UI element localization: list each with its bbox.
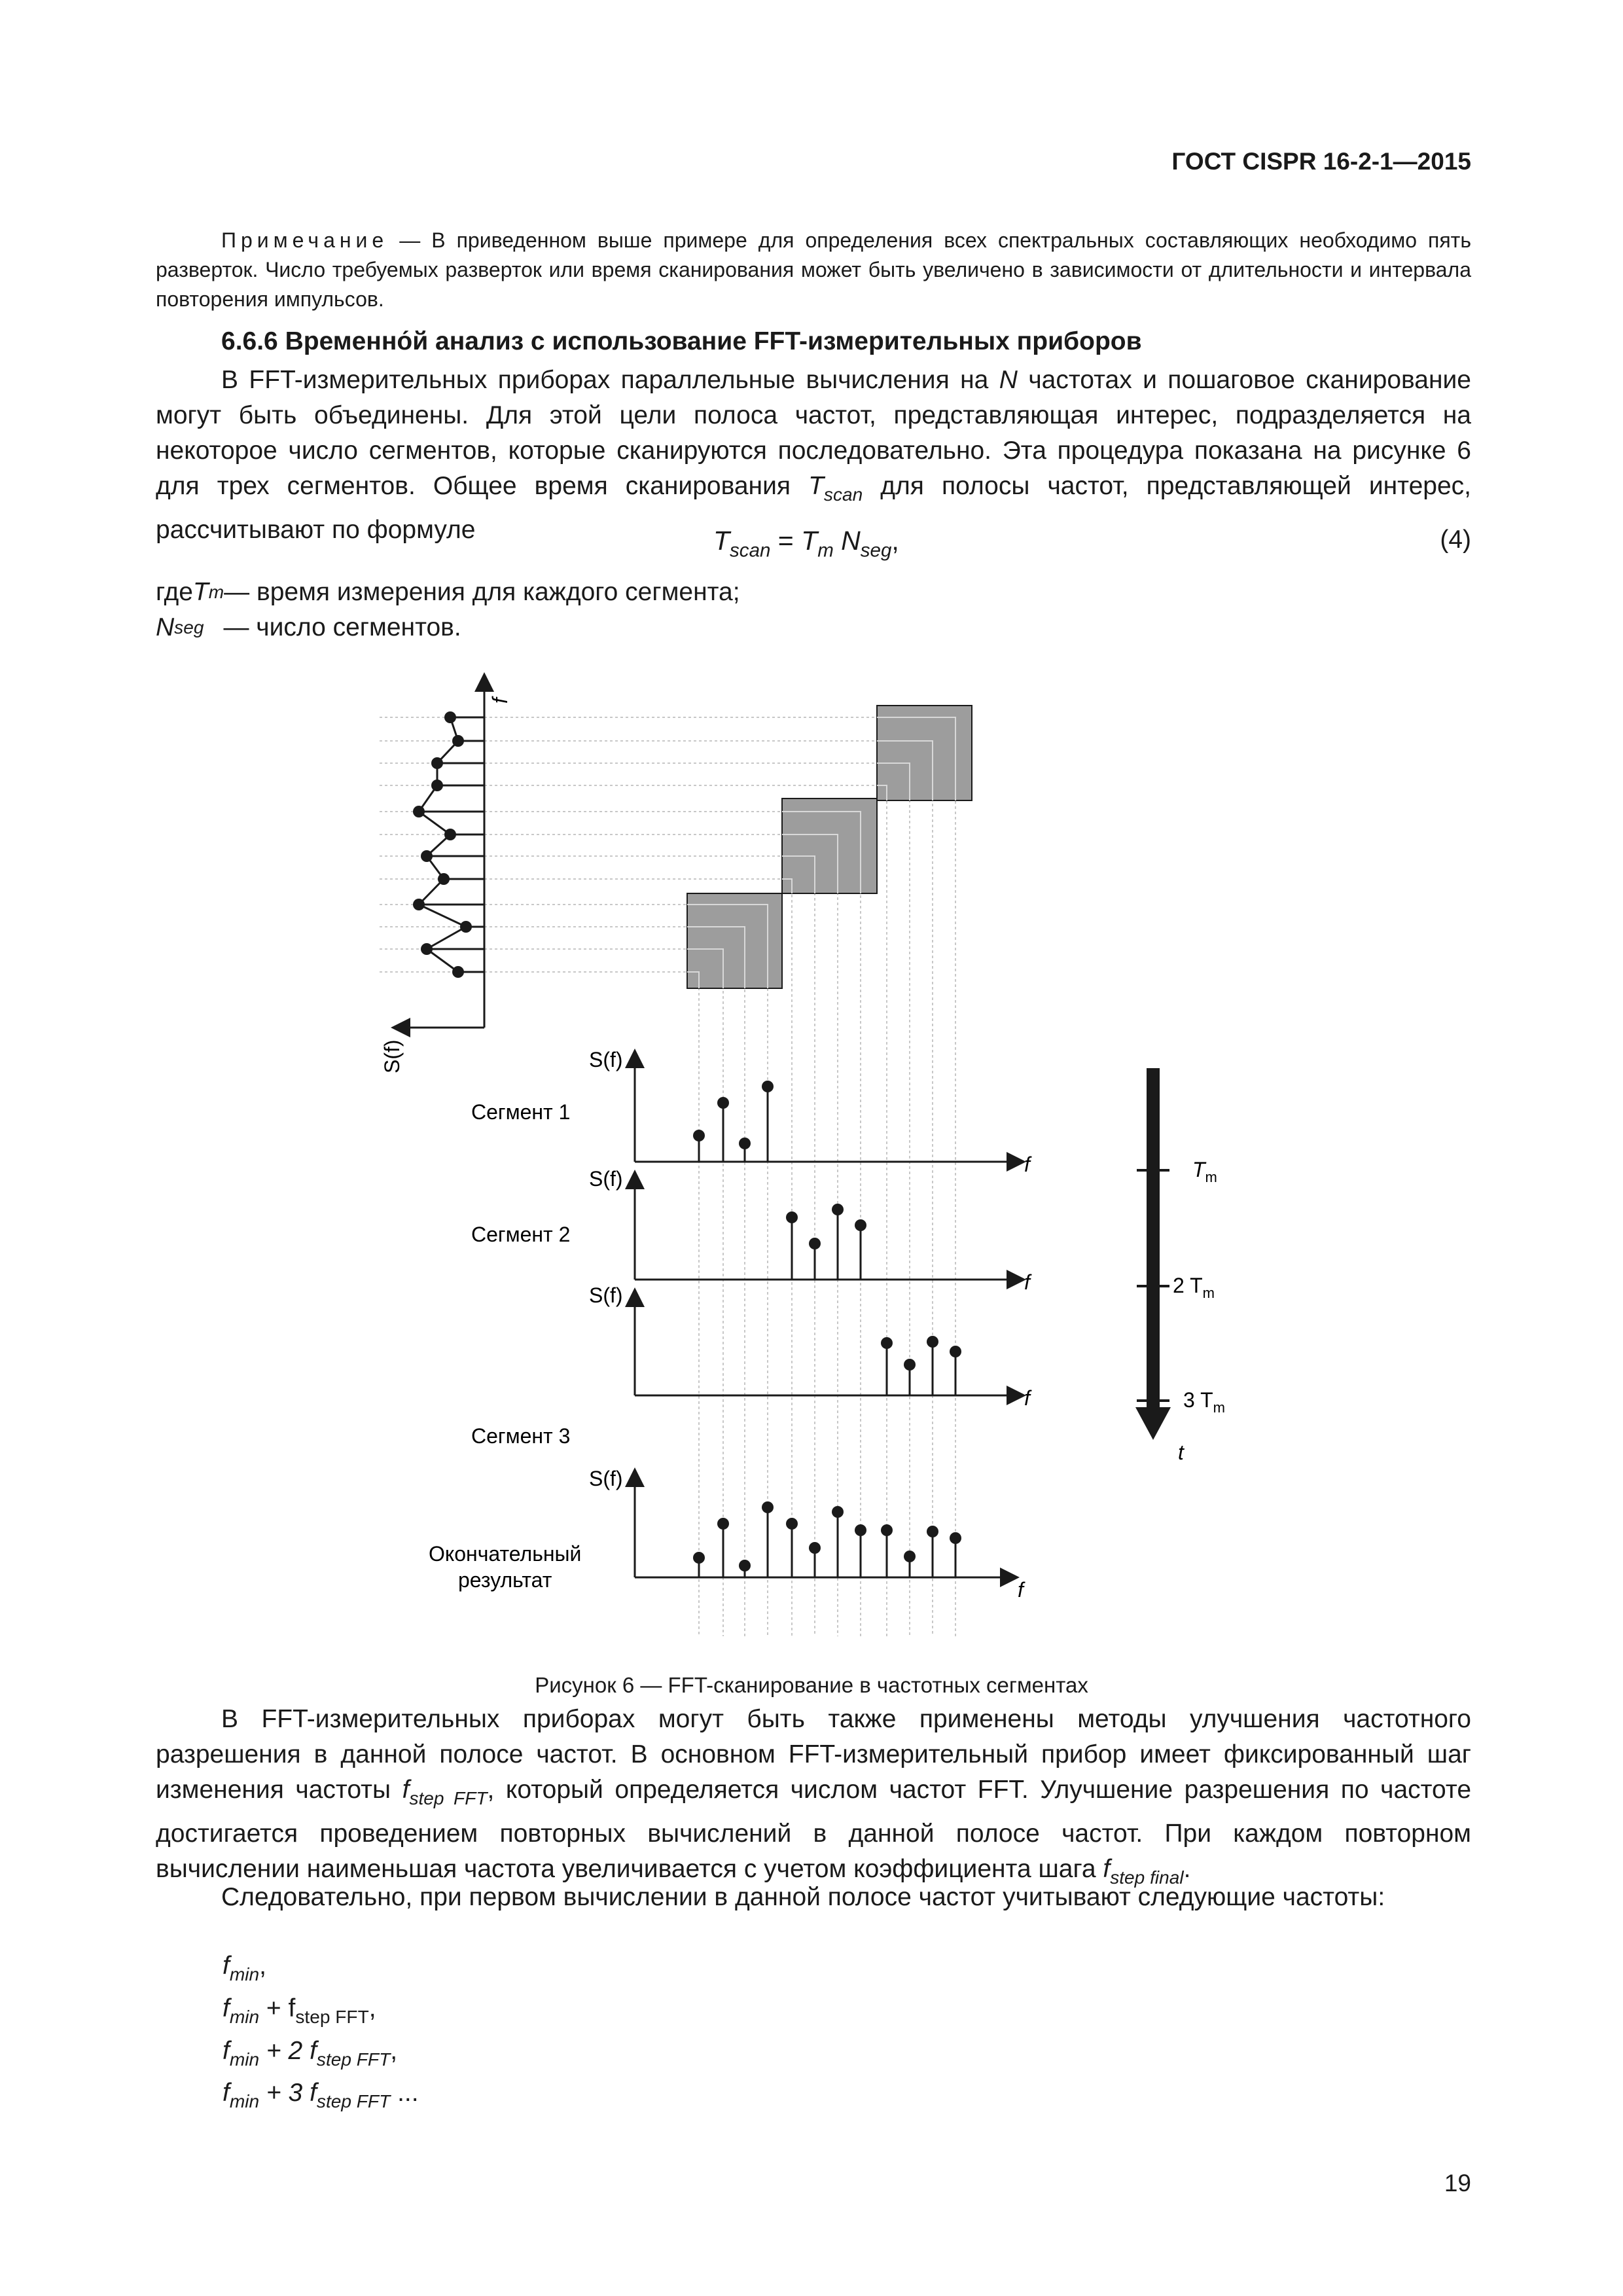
where-row-1	[156, 575, 740, 610]
segment-2-s-label: S(f)	[589, 1167, 623, 1191]
tick-2-label: 2 $T_m$	[1173, 1274, 1215, 1301]
segment-1-spectrum	[471, 1048, 1032, 1176]
where-tm-sub: m	[208, 582, 224, 602]
segment-1-f-label: f	[1024, 1153, 1030, 1176]
segment-box-3	[877, 706, 972, 800]
p1-text-b: частотах и пошаговое сканирование могут быть объединены. Для этой цели полоса частот, представляющая интерес, подразделяется на некоторое число сегментов, которые сканируются последовательно. Эта процедура показана на рисунке 6 для трех сегментов. Общее время сканирования	[156, 366, 1471, 500]
p2-f1: f	[402, 1776, 410, 1804]
input-spectrum	[380, 674, 512, 1073]
segment-2-spectrum	[471, 1167, 1032, 1294]
formula	[713, 526, 899, 562]
segment-1-s-label: S(f)	[589, 1048, 623, 1071]
where-tm-text: — время измерения для каждого сегмента;	[224, 578, 740, 606]
where-block	[156, 575, 740, 645]
where-tm-symbol: T	[192, 578, 209, 606]
p1-t-symbol: T	[808, 472, 824, 500]
p2-text-a: В FFT-измерительных приборах могут быть также применены методы улучшения частотного разрешения в данной полосе частот. В основном FFT-измерительный прибор имеет фиксированный шаг изменения частоты	[156, 1705, 1471, 1804]
paragraph-1	[156, 363, 1471, 548]
p3-text: Следовательно, при первом вычислении в данной полосе частот учитывают следующие частоты:	[221, 1883, 1385, 1911]
segment-boxes	[687, 706, 972, 988]
final-label-line2: результат	[458, 1568, 552, 1592]
final-f-label: f	[1018, 1578, 1024, 1602]
where-nseg-sub: seg	[174, 617, 204, 637]
tick-3-label: 3 $T_m$	[1183, 1388, 1225, 1416]
frequency-item-4: $f_{min} + 3$ $f_{step FFT}$ ...	[223, 2079, 419, 2112]
segment-2-f-label: f	[1024, 1270, 1030, 1294]
formula-t: T	[801, 526, 818, 556]
figure-6-diagram	[0, 655, 1623, 1662]
p2-text-c: .	[1183, 1854, 1191, 1883]
p1-n-symbol: N	[999, 366, 1018, 394]
segment-2-label: Сегмент 2	[471, 1223, 571, 1246]
formula-n-sub: seg	[860, 539, 892, 562]
formula-lhs-sub: scan	[730, 539, 771, 562]
page-number: 19	[1444, 2170, 1471, 2197]
p1-text-c: для полосы частот, представляющей интерес, рассчитывают по формуле	[156, 472, 1471, 544]
top-s-axis-label: S(f)	[380, 1039, 404, 1073]
figure-caption: Рисунок 6 — FFT-сканирование в частотных сегментах	[535, 1673, 1088, 1697]
formula-eq: =	[770, 526, 802, 556]
standard-header: ГОСТ CISPR 16-2-1—2015	[1171, 148, 1471, 175]
time-axis	[1135, 1068, 1225, 1464]
p2-f2: f	[1103, 1854, 1111, 1883]
formula-tail: ,	[891, 526, 899, 556]
note-lead: Примечание	[221, 228, 389, 252]
where-row-2	[156, 610, 740, 645]
frequency-item-3: $f_{min} + 2$ $f_{step FFT}$,	[223, 2036, 398, 2070]
final-label-line1: Окончательный	[429, 1542, 582, 1566]
note-text: — В приведенном выше примере для определения всех спектральных составляющих необходимо пять разверток. Число требуемых разверток или время сканирования может быть увеличено в зависимости от длительности и интервала повторения импульсов.	[156, 228, 1471, 311]
final-s-label: S(f)	[589, 1467, 623, 1490]
segment-3-spectrum	[471, 1283, 1032, 1448]
p2-f1-sub: step FFT	[409, 1787, 488, 1808]
p2-f2-sub: step final	[1110, 1867, 1184, 1888]
paragraph-2	[156, 1702, 1471, 1895]
time-axis-label: t	[1178, 1441, 1184, 1464]
tick-1-label: $T_m$	[1192, 1158, 1217, 1185]
where-nseg-symbol: N	[156, 613, 175, 641]
section-title: 6.6.6 Временно́й анализ с использование FFT-измерительных приборов	[221, 327, 1142, 355]
where-nseg-text: — число сегментов.	[223, 613, 461, 641]
formula-n: N	[833, 526, 861, 556]
formula-t-sub: m	[817, 539, 834, 562]
segment-3-label: Сегмент 3	[471, 1424, 571, 1448]
final-result-spectrum	[429, 1467, 1026, 1602]
p1-t-subscript: scan	[823, 484, 863, 505]
frequency-item-1: $f_{min}$,	[223, 1952, 266, 1984]
frequency-item-2: $f_{min} + f_{step FFT}$,	[223, 1994, 376, 2027]
segment-3-s-label: S(f)	[589, 1283, 623, 1307]
p1-text-a: В FFT-измерительных приборах параллельные вычисления на	[221, 366, 999, 394]
frequency-list	[223, 1949, 419, 2119]
formula-number: (4)	[1440, 526, 1471, 554]
top-f-axis-label: f	[488, 698, 512, 704]
note-paragraph	[156, 226, 1471, 314]
paragraph-3	[156, 1880, 1471, 1915]
figure-6	[0, 655, 1623, 1662]
segment-1-label: Сегмент 1	[471, 1100, 571, 1124]
segment-box-2	[782, 798, 877, 893]
segment-3-f-label: f	[1024, 1386, 1030, 1410]
where-prefix: где	[156, 578, 193, 606]
formula-lhs: T	[713, 526, 730, 556]
p2-text-b: , который определяется числом частот FFT. Улучшение разрешения по частоте достигается проведением повторных вычислений в данной полосе частот. При каждом повторном вычислении наименьшая частота увеличивается с учетом коэффициента шага	[156, 1776, 1472, 1883]
